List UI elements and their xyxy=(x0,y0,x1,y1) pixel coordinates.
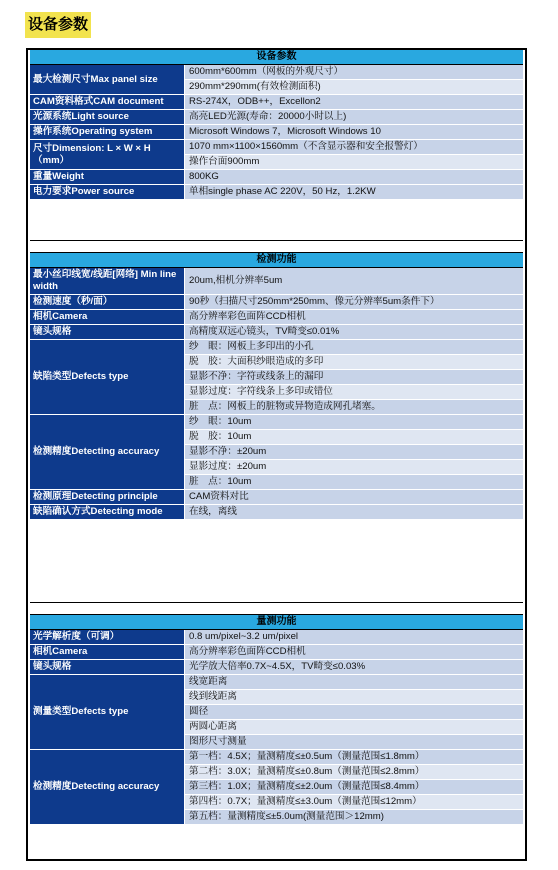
row-label: 尺寸Dimension: L × W × H（mm） xyxy=(30,140,185,169)
row-label: 镜头规格 xyxy=(30,660,185,674)
row-values xyxy=(185,140,523,169)
table-row xyxy=(30,140,523,170)
row-values xyxy=(185,295,523,309)
section-equipment-params xyxy=(30,50,523,199)
row-label: 缺陷类型Defects type xyxy=(30,340,185,414)
table-row xyxy=(30,750,523,824)
row-value: 光学放大倍率0.7X~4.5X，TV畸变≤0.03% xyxy=(185,660,523,674)
row-label: 光源系统Light source xyxy=(30,110,185,124)
section-header: 量测功能 xyxy=(30,615,523,630)
row-value: 显影不净：±20um xyxy=(185,445,523,460)
table-row xyxy=(30,268,523,295)
table-row xyxy=(30,295,523,310)
row-value: 600mm*600mm（网板的外观尺寸） xyxy=(185,65,523,80)
row-values xyxy=(185,325,523,339)
row-values xyxy=(185,490,523,504)
row-label: 重量Weight xyxy=(30,170,185,184)
row-values xyxy=(185,185,523,199)
row-value: 高分辨率彩色面阵CCD相机 xyxy=(185,310,523,324)
row-values xyxy=(185,268,523,294)
row-values xyxy=(185,170,523,184)
table-row xyxy=(30,505,523,519)
row-value: 第二档：3.0X；量测精度≤±0.8um（测量范围≤2.8mm） xyxy=(185,765,523,780)
row-label: CAM资料格式CAM document xyxy=(30,95,185,109)
table-row xyxy=(30,630,523,645)
table-row xyxy=(30,660,523,675)
row-label: 最大检测尺寸Max panel size xyxy=(30,65,185,94)
table-row xyxy=(30,645,523,660)
section-inspection-functions xyxy=(30,253,523,519)
row-values xyxy=(185,630,523,644)
row-value: 高亮LED光源(寿命：20000小时以上) xyxy=(185,110,523,124)
row-value: 线到线距离 xyxy=(185,690,523,705)
row-label: 相机Camera xyxy=(30,310,185,324)
row-value: 第一档：4.5X；量测精度≤±0.5um（测量范围≤1.8mm） xyxy=(185,750,523,765)
section-header: 检测功能 xyxy=(30,253,523,268)
row-values xyxy=(185,95,523,109)
table-row xyxy=(30,65,523,95)
table-row xyxy=(30,170,523,185)
row-label: 操作系统Operating system xyxy=(30,125,185,139)
row-values xyxy=(185,310,523,324)
row-values xyxy=(185,65,523,94)
row-values xyxy=(185,340,523,414)
row-label: 检测精度Detecting accuracy xyxy=(30,750,185,824)
table-row xyxy=(30,340,523,415)
row-value: 290mm*290mm(有效检测面积) xyxy=(185,80,523,94)
row-value: 800KG xyxy=(185,170,523,184)
section-spacer xyxy=(30,240,523,253)
row-value: 显影过度：字符线条上多印或错位 xyxy=(185,385,523,400)
table-row xyxy=(30,185,523,199)
row-label: 相机Camera xyxy=(30,645,185,659)
section-measurement-functions xyxy=(30,615,523,824)
row-value: 脏 点：网板上的脏物或异物造成网孔堵塞。 xyxy=(185,400,523,414)
row-value: 90秒（扫描尺寸250mm*250mm、像元分辨率5um条件下） xyxy=(185,295,523,309)
table-row xyxy=(30,675,523,750)
row-value: CAM资料对比 xyxy=(185,490,523,504)
table-row xyxy=(30,125,523,140)
row-label: 电力要求Power source xyxy=(30,185,185,199)
row-value: 纱 眼：网板上多印出的小孔 xyxy=(185,340,523,355)
row-label: 测量类型Defects type xyxy=(30,675,185,749)
row-value: 高分辨率彩色面阵CCD相机 xyxy=(185,645,523,659)
row-value: 高精度双远心镜头，TV畸变≤0.01% xyxy=(185,325,523,339)
page-title: 设备参数 xyxy=(25,12,91,38)
row-values xyxy=(185,125,523,139)
row-value: RS-274X，ODB++，Excellon2 xyxy=(185,95,523,109)
row-values xyxy=(185,660,523,674)
row-values xyxy=(185,645,523,659)
row-value: 显影不净：字符或线条上的漏印 xyxy=(185,370,523,385)
row-label: 光学解析度（可调） xyxy=(30,630,185,644)
row-values xyxy=(185,110,523,124)
row-label: 检测原理Detecting principle xyxy=(30,490,185,504)
row-value: 脱 胶：10um xyxy=(185,430,523,445)
table-row xyxy=(30,110,523,125)
row-value: 第五档：量测精度≤±5.0um(测量范围＞12mm) xyxy=(185,810,523,824)
row-value: 显影过度：±20um xyxy=(185,460,523,475)
row-value: 1070 mm×1100×1560mm（不含显示器和安全报警灯） xyxy=(185,140,523,155)
section-spacer xyxy=(30,602,523,615)
row-value: 两圆心距离 xyxy=(185,720,523,735)
row-value: 在线，离线 xyxy=(185,505,523,519)
row-label: 最小丝印线宽/线距[网络] Min line width xyxy=(30,268,185,294)
row-value: 操作台面900mm xyxy=(185,155,523,169)
row-value: 纱 眼：10um xyxy=(185,415,523,430)
row-value: 图形尺寸测量 xyxy=(185,735,523,749)
table-row xyxy=(30,490,523,505)
row-label: 检测速度（秒/面） xyxy=(30,295,185,309)
table-row xyxy=(30,415,523,490)
row-value: 脱 胶：大面积纱眼造成的多印 xyxy=(185,355,523,370)
row-value: 0.8 um/pixel~3.2 um/pixel xyxy=(185,630,523,644)
row-value: 圆径 xyxy=(185,705,523,720)
row-values xyxy=(185,750,523,824)
row-value: 线宽距离 xyxy=(185,675,523,690)
row-value: 单相single phase AC 220V，50 Hz，1.2KW xyxy=(185,185,523,199)
row-values xyxy=(185,505,523,519)
spec-table xyxy=(26,48,527,861)
row-values xyxy=(185,675,523,749)
section-header: 设备参数 xyxy=(30,50,523,65)
row-value: Microsoft Windows 7，Microsoft Windows 10 xyxy=(185,125,523,139)
row-label: 缺陷确认方式Detecting mode xyxy=(30,505,185,519)
row-value: 第四档：0.7X；量测精度≤±3.0um（测量范围≤12mm） xyxy=(185,795,523,810)
row-value: 20um,相机分辨率5um xyxy=(185,268,523,294)
table-row xyxy=(30,95,523,110)
table-row xyxy=(30,325,523,340)
row-label: 镜头规格 xyxy=(30,325,185,339)
row-value: 脏 点：10um xyxy=(185,475,523,489)
table-row xyxy=(30,310,523,325)
row-label: 检测精度Detecting accuracy xyxy=(30,415,185,489)
row-value: 第三档：1.0X；量测精度≤±2.0um（测量范围≤8.4mm） xyxy=(185,780,523,795)
row-values xyxy=(185,415,523,489)
